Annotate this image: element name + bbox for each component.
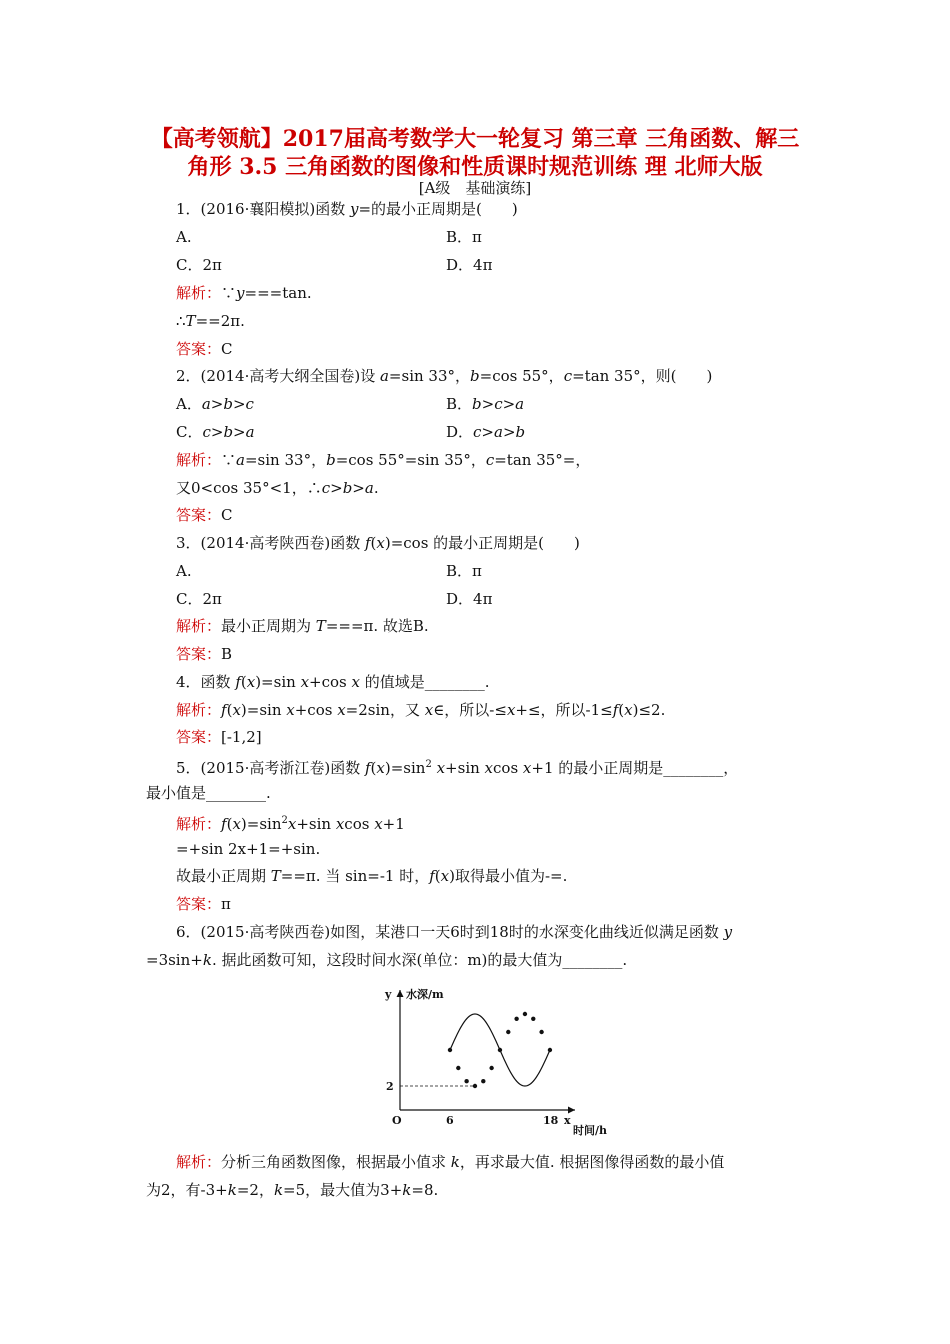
q2-option-b: B．b>c>a	[446, 395, 525, 413]
q1-option-c: C．2π	[176, 256, 222, 274]
data-point	[448, 1048, 452, 1052]
q6-solution-2: 为2，有-3+k=2，k=5，最大值为3+k=8.	[146, 1181, 439, 1199]
q2-solution-1: 解析：∵a=sin 33°，b=cos 55°=sin 35°，c=tan 35°=，	[176, 451, 591, 469]
q2-option-d: D．c>a>b	[446, 423, 526, 441]
x-axis-label: x	[564, 1114, 571, 1127]
data-point	[464, 1079, 468, 1083]
y-tick-label-2: 2	[386, 1080, 394, 1093]
q4-stem: 4．函数 f(x)=sin x+cos x 的值域是________.	[176, 673, 490, 691]
q2-solution-2: 又0<cos 35°<1，∴c>b>a.	[176, 479, 379, 497]
q1-stem: 1．(2016·襄阳模拟)函数 y=的最小正周期是( )	[176, 200, 518, 218]
data-point	[523, 1012, 527, 1016]
q3-solution: 解析：最小正周期为 T===π. 故选B.	[176, 617, 429, 635]
data-point	[456, 1066, 460, 1070]
doc-title-line-1: 【高考领航】2017届高考数学大一轮复习 第三章 三角函数、解三	[150, 126, 800, 152]
q6-stem-2: =3sin+k. 据此函数可知，这段时间水深(单位：m)的最大值为________.	[146, 951, 628, 969]
x-tick-label-6: 6	[445, 1114, 454, 1127]
y-axis-title: 水深/m	[406, 988, 444, 1001]
q5-solution-1: 解析：$f(x)=\sin^2x+\sin$ xcos x+1	[176, 815, 405, 833]
q6-solution-1: 解析：分析三角函数图像，根据最小值求 k，再求最大值. 根据图像得函数的最小值	[176, 1153, 725, 1171]
data-point	[506, 1030, 510, 1034]
q1-option-b: B．π	[446, 228, 482, 246]
data-point	[548, 1048, 552, 1052]
q3-stem: 3．(2014·高考陕西卷)函数 f(x)=cos 的最小正周期是( )	[176, 534, 580, 552]
q5-solution-3: 故最小正周期 T==π. 当 sin=-1 时，f(x)取得最小值为-=.	[176, 867, 568, 885]
q1-solution-1: 解析：∵y===tan.	[176, 284, 312, 302]
origin-label: O	[392, 1114, 402, 1127]
q4-solution: 解析：f(x)=sin x+cos x=2sin，又 x∈，所以-≤x+≤，所以-1≤f(x)≤2.	[176, 701, 666, 719]
data-point	[473, 1084, 477, 1088]
data-point	[489, 1066, 493, 1070]
q3-option-d: D．4π	[446, 590, 493, 608]
q1-option-d: D．4π	[446, 256, 493, 274]
q5-answer: 答案：π	[176, 895, 231, 913]
q2-option-c: C．c>b>a	[176, 423, 255, 441]
q5-solution-2: =+sin 2x+1=+sin.	[176, 840, 321, 858]
y-axis-label: y	[385, 988, 392, 1001]
x-tick-label-18: 18	[542, 1114, 559, 1127]
data-point	[531, 1017, 535, 1021]
q2-option-a: A．a>b>c	[176, 395, 254, 413]
q1-solution-2: ∴T==2π.	[176, 312, 245, 330]
q6-stem-1: 6．(2015·高考陕西卷)如图，某港口一天6时到18时的水深变化曲线近似满足函数 y	[176, 923, 733, 941]
q2-stem: 2．(2014·高考大纲全国卷)设 a=sin 33°，b=cos 55°，c=tan 35°，则( )	[176, 367, 713, 385]
q1-answer: 答案：C	[176, 340, 233, 358]
q3-answer: 答案：B	[176, 645, 233, 663]
data-point	[481, 1079, 485, 1083]
q5-stem-1: 5．(2015·高考浙江卷)函数 $f(x)=\sin^2$ x+sin xcos x+1 的最小正周期是________，	[176, 759, 739, 777]
doc-title-line-2: 角形 3.5 三角函数的图像和性质课时规范训练 理 北师大版	[187, 154, 763, 180]
data-point	[514, 1017, 518, 1021]
q2-answer: 答案：C	[176, 506, 233, 524]
water-depth-graph	[370, 982, 610, 1142]
q3-option-b: B．π	[446, 562, 482, 580]
data-point	[498, 1048, 502, 1052]
q4-answer: 答案：[-1,2]	[176, 728, 262, 746]
level-heading: [A级 基础演练]	[418, 179, 532, 197]
q1-option-a: A.	[176, 228, 192, 246]
data-point	[539, 1030, 543, 1034]
q5-stem-2: 最小值是________.	[146, 784, 271, 802]
x-axis-title: 时间/h	[573, 1124, 608, 1137]
q3-option-a: A.	[176, 562, 192, 580]
q3-option-c: C．2π	[176, 590, 222, 608]
